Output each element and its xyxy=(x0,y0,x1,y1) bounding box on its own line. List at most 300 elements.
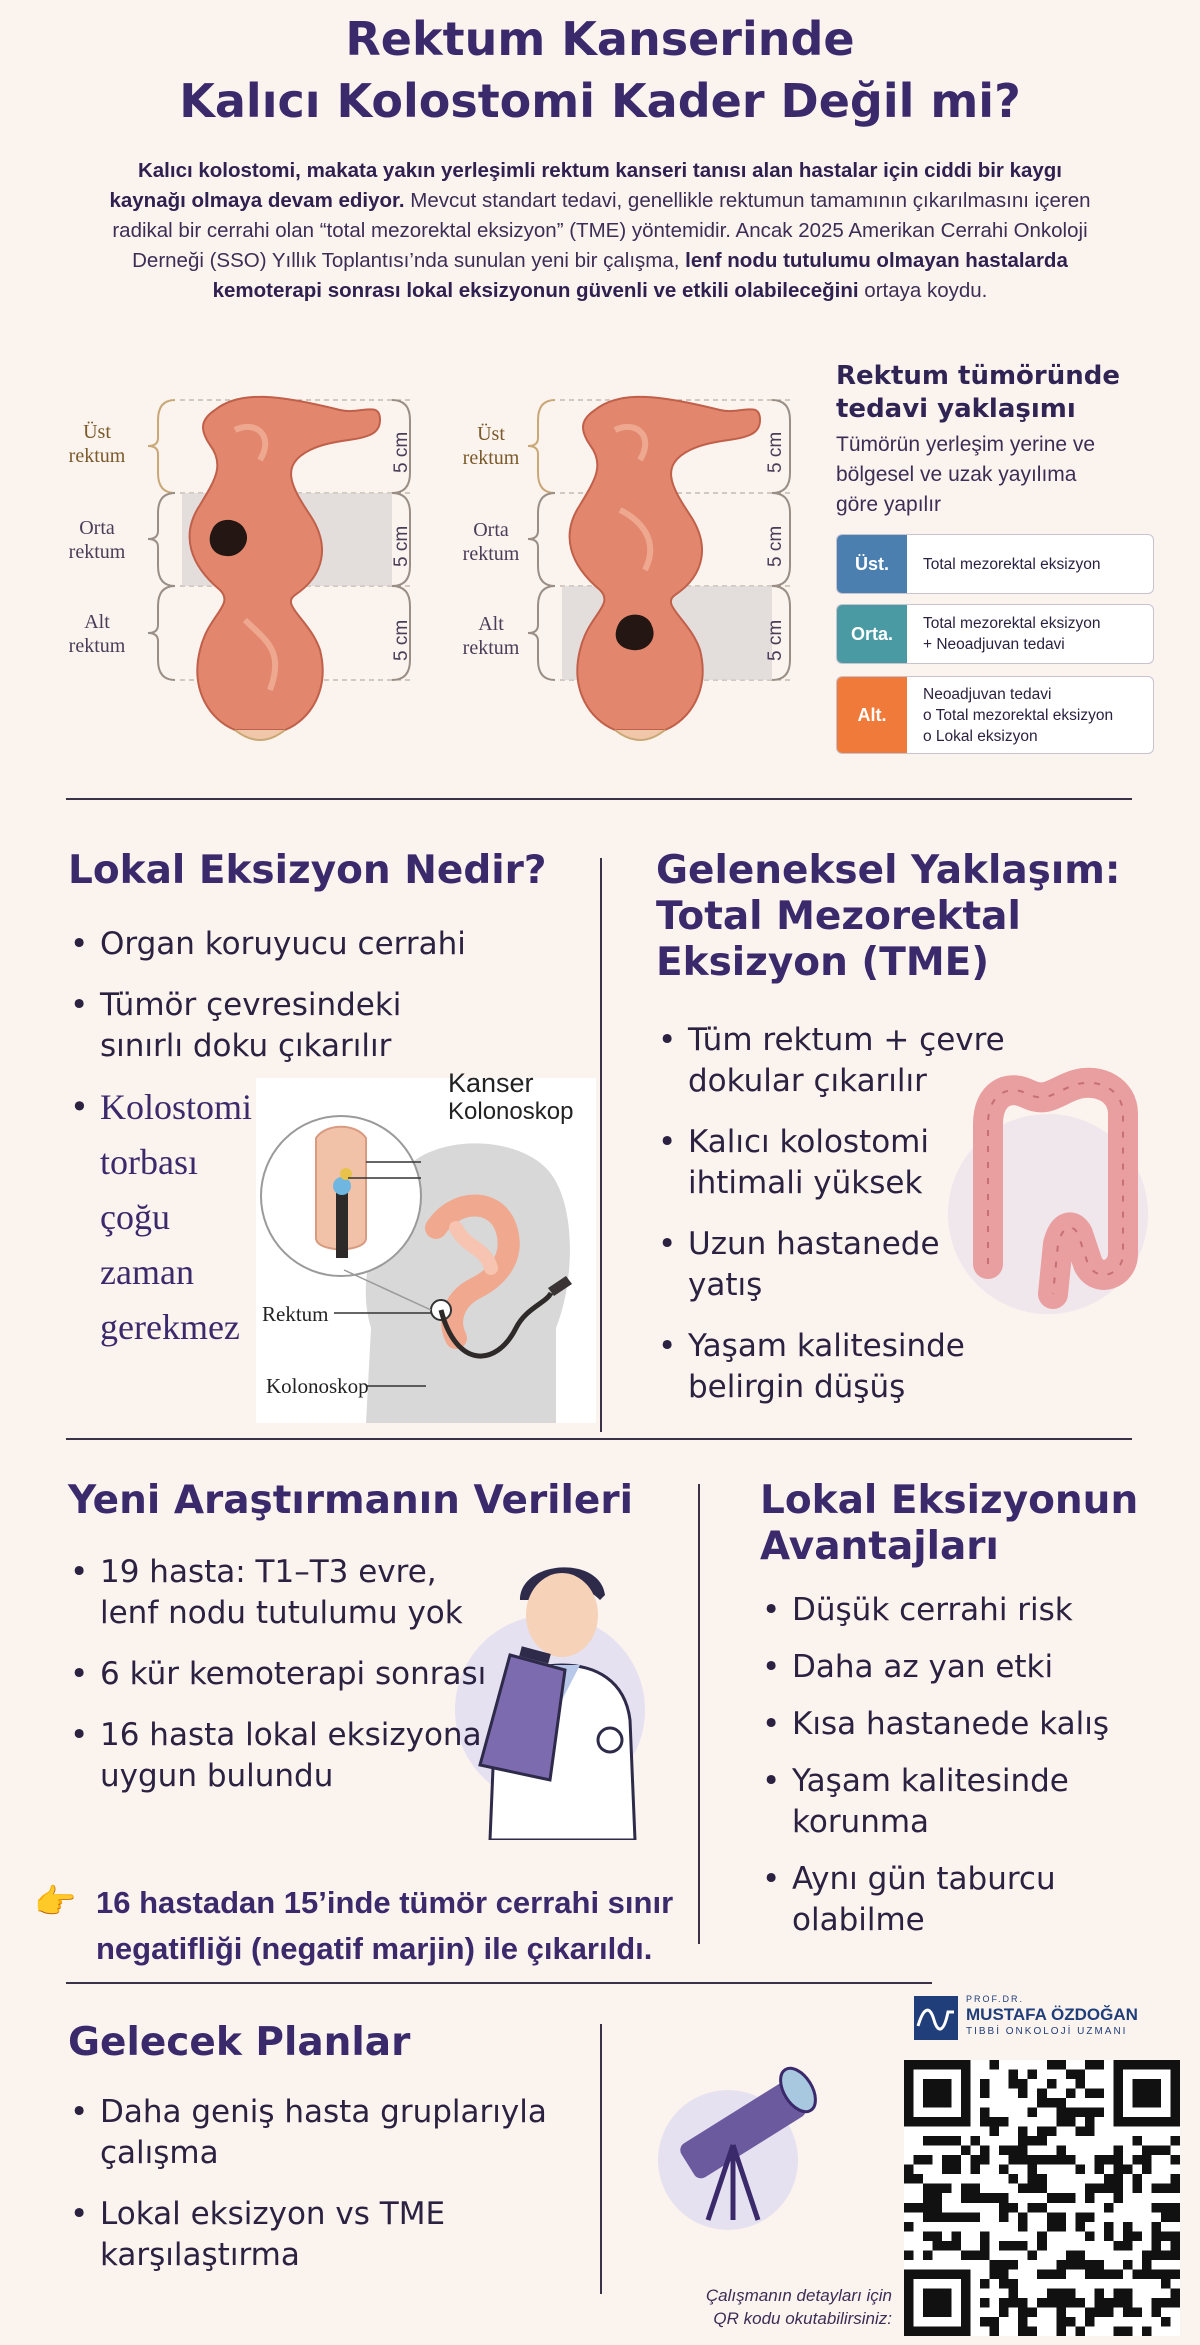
qr-module xyxy=(1123,2241,1133,2251)
list-item: • Tüm rektum + çevre dokular çıkarılır xyxy=(656,1020,1016,1102)
qr-module xyxy=(952,2241,962,2251)
qr-code[interactable] xyxy=(904,2060,1180,2336)
qr-module xyxy=(980,2089,990,2099)
qr-module xyxy=(1094,2288,1104,2298)
qr-module xyxy=(1075,2108,1085,2118)
qr-module xyxy=(980,2117,990,2127)
qr-note-line: Çalışmanın detayları için xyxy=(705,2286,892,2305)
qr-module xyxy=(1132,2155,1142,2165)
list-item: • Kısa hastanede kalış xyxy=(760,1704,1180,1745)
list-item: • Daha geniş hasta gruplarıyla çalışma xyxy=(68,2092,588,2174)
qr-module xyxy=(1161,2203,1171,2213)
qr-module xyxy=(999,2279,1009,2289)
no-colostomy-line: Kolostomi xyxy=(100,1087,253,1127)
intro-bold-2: lenf nodu tutulumu olmayan hastalarda kemoterapi sonrası lokal eksizyonun güvenli ve etkili olabileceğini xyxy=(212,249,1068,302)
qr-module xyxy=(1104,2155,1114,2165)
qr-module xyxy=(1037,2298,1047,2308)
qr-module xyxy=(1085,2307,1095,2317)
qr-module xyxy=(1094,2089,1104,2099)
length-label: 5 cm xyxy=(391,619,412,661)
qr-module xyxy=(1161,2250,1171,2260)
qr-module xyxy=(971,2250,981,2260)
qr-module xyxy=(1018,2127,1028,2137)
tme-heading xyxy=(656,848,1176,986)
qr-module xyxy=(1151,2241,1161,2251)
qr-module xyxy=(1113,2184,1123,2194)
qr-module xyxy=(1151,2231,1161,2241)
qr-module xyxy=(1075,2222,1085,2232)
qr-module xyxy=(1123,2298,1133,2308)
qr-module xyxy=(999,2117,1009,2127)
section-divider xyxy=(66,1982,932,1984)
treatment-line: Total mezorektal eksizyon xyxy=(923,555,1101,573)
qr-module xyxy=(1161,2231,1171,2241)
advantages-heading xyxy=(760,1478,1180,1570)
qr-module xyxy=(1094,2155,1104,2165)
no-colostomy-line: zaman xyxy=(100,1252,194,1292)
qr-module xyxy=(923,2193,933,2203)
qr-module xyxy=(1018,2089,1028,2099)
qr-module xyxy=(1056,2117,1066,2127)
qr-module xyxy=(1085,2212,1095,2222)
qr-module xyxy=(904,2222,914,2232)
qr-module xyxy=(1009,2288,1019,2298)
local-excision-heading: Lokal Eksizyon Nedir? xyxy=(68,848,547,893)
pointing-hand-icon: 👉 xyxy=(34,1882,77,1922)
qr-module xyxy=(1056,2298,1066,2308)
treatment-subtitle-line: bölgesel ve uzak yayılıma xyxy=(836,463,1077,486)
qr-module xyxy=(1047,2098,1057,2108)
qr-module xyxy=(1009,2203,1019,2213)
qr-module xyxy=(1009,2079,1019,2089)
qr-module xyxy=(1085,2108,1095,2118)
qr-module xyxy=(1142,2260,1152,2270)
qr-module xyxy=(1104,2298,1114,2308)
qr-module xyxy=(1113,2269,1123,2279)
label-colonoscope-bottom: Kolonoskop xyxy=(266,1374,369,1398)
qr-module xyxy=(923,2231,933,2241)
qr-module xyxy=(923,2155,933,2165)
qr-module xyxy=(1037,2241,1047,2251)
scope-tube xyxy=(336,1188,348,1258)
treatment-value xyxy=(907,677,1113,753)
qr-module xyxy=(1151,2269,1161,2279)
label-rectum: Rektum xyxy=(262,1302,329,1326)
qr-module xyxy=(942,2165,952,2175)
label-line: Orta xyxy=(79,517,115,539)
length-label: 5 cm xyxy=(765,431,786,473)
qr-module xyxy=(1170,2250,1180,2260)
qr-module xyxy=(1113,2174,1123,2184)
qr-module xyxy=(1123,2288,1133,2298)
qr-module xyxy=(1094,2060,1104,2070)
qr-module xyxy=(952,2231,962,2241)
qr-module xyxy=(1104,2269,1114,2279)
qr-module xyxy=(1142,2155,1152,2165)
treatment-key: Orta. xyxy=(837,605,907,663)
qr-module xyxy=(1132,2269,1142,2279)
qr-module xyxy=(1094,2260,1104,2270)
highlight-line: negatifliği (negatif marjin) ile çıkarıldı. xyxy=(96,1931,653,1966)
qr-module xyxy=(980,2241,990,2251)
qr-module xyxy=(1085,2317,1095,2327)
qr-module xyxy=(1009,2279,1019,2289)
qr-module xyxy=(923,2136,933,2146)
brace-upper xyxy=(148,400,175,493)
qr-module xyxy=(1066,2070,1076,2080)
qr-module xyxy=(1113,2288,1123,2298)
qr-module xyxy=(1113,2326,1123,2336)
qr-module xyxy=(1056,2060,1066,2070)
label-cancer: Kanser xyxy=(448,1068,534,1098)
qr-module xyxy=(1009,2241,1019,2251)
qr-module xyxy=(1018,2326,1028,2336)
label-line: Orta xyxy=(473,519,509,541)
tme-heading-line: Geleneksel Yaklaşım: xyxy=(656,848,1121,893)
brace-lower xyxy=(148,586,175,680)
treatment-key: Üst. xyxy=(837,535,907,593)
qr-module xyxy=(1056,2222,1066,2232)
qr-module xyxy=(1075,2298,1085,2308)
qr-module xyxy=(999,2146,1009,2156)
qr-module xyxy=(1104,2203,1114,2213)
qr-module xyxy=(914,2203,924,2213)
qr-module xyxy=(933,2231,943,2241)
qr-module xyxy=(980,2317,990,2327)
list-item: • 6 kür kemoterapi sonrası xyxy=(68,1654,488,1695)
tme-heading-line: Eksizyon (TME) xyxy=(656,940,990,985)
qr-module xyxy=(1104,2231,1114,2241)
qr-module xyxy=(1075,2212,1085,2222)
qr-module xyxy=(1009,2260,1019,2270)
column-divider xyxy=(698,1484,700,1944)
qr-module xyxy=(1151,2298,1161,2308)
treatment-title-line: tedavi yaklaşımı xyxy=(836,394,1076,424)
label-middle-rectum-2 xyxy=(446,518,536,566)
list-item: • Yaşam kalitesinde belirgin düşüş xyxy=(656,1326,1016,1408)
qr-module xyxy=(1066,2250,1076,2260)
qr-module xyxy=(971,2165,981,2175)
qr-module xyxy=(1151,2222,1161,2232)
qr-module xyxy=(933,2136,943,2146)
qr-module xyxy=(1066,2317,1076,2327)
qr-module xyxy=(1094,2108,1104,2118)
local-excision-list xyxy=(68,924,488,1087)
qr-module xyxy=(1028,2070,1038,2080)
qr-module xyxy=(1037,2184,1047,2194)
qr-module xyxy=(952,2136,962,2146)
list-item: • Kalıcı kolostomi ihtimali yüksek xyxy=(656,1122,1016,1204)
advantages-heading-line: Avantajları xyxy=(760,1524,999,1569)
qr-module xyxy=(1075,2165,1085,2175)
column-divider xyxy=(600,858,602,1432)
qr-module xyxy=(1028,2184,1038,2194)
qr-module xyxy=(961,2250,971,2260)
scope-tip xyxy=(333,1177,351,1195)
list-item: • Düşük cerrahi risk xyxy=(760,1590,1180,1631)
qr-module xyxy=(1028,2203,1038,2213)
qr-module xyxy=(1066,2260,1076,2270)
list-item: • Yaşam kalitesinde korunma xyxy=(760,1761,1180,1843)
qr-module xyxy=(1037,2155,1047,2165)
treatment-key: Alt. xyxy=(837,677,907,753)
section-divider xyxy=(66,798,1132,800)
label-colonoscope-top: Kolonoskop xyxy=(448,1098,574,1125)
qr-module xyxy=(1009,2146,1019,2156)
qr-module xyxy=(980,2146,990,2156)
qr-module xyxy=(1142,2326,1152,2336)
qr-module xyxy=(1123,2222,1133,2232)
list-item: • Lokal eksizyon vs TME karşılaştırma xyxy=(68,2194,588,2276)
qr-module xyxy=(990,2326,1000,2336)
qr-module xyxy=(923,2288,952,2317)
qr-module xyxy=(1075,2079,1085,2089)
qr-module xyxy=(999,2307,1009,2317)
qr-module xyxy=(999,2298,1009,2308)
qr-module xyxy=(923,2184,933,2194)
qr-module xyxy=(1161,2269,1171,2279)
qr-module xyxy=(1142,2165,1152,2175)
treatment-row-lower xyxy=(836,676,1154,754)
anal-canal xyxy=(615,730,665,740)
qr-module xyxy=(1047,2060,1057,2070)
qr-module xyxy=(923,2250,933,2260)
qr-module xyxy=(1085,2127,1095,2137)
qr-module xyxy=(1161,2298,1171,2308)
qr-module xyxy=(952,2155,962,2165)
qr-module xyxy=(1170,2269,1180,2279)
bullet-icon: • xyxy=(70,1088,89,1126)
label-upper-rectum-2 xyxy=(446,422,536,470)
list-item: • 16 hasta lokal eksizyona uygun bulundu xyxy=(68,1715,488,1797)
brand-subtitle: TIBBİ ONKOLOJİ UZMANI xyxy=(966,2026,1128,2037)
list-item: • Organ koruyucu cerrahi xyxy=(68,924,488,965)
qr-module xyxy=(1170,2231,1180,2241)
qr-module xyxy=(1018,2184,1028,2194)
treatment-line: Total mezorektal eksizyon xyxy=(923,615,1101,632)
qr-module xyxy=(1151,2250,1161,2260)
qr-module xyxy=(1085,2089,1095,2099)
qr-module xyxy=(923,2203,933,2213)
label-upper-rectum-1 xyxy=(52,420,142,468)
qr-module xyxy=(1085,2060,1095,2070)
qr-module xyxy=(1028,2250,1038,2260)
qr-module xyxy=(990,2193,1000,2203)
label-line: Üst xyxy=(83,421,111,443)
qr-module xyxy=(1142,2269,1152,2279)
qr-note-line: QR kodu okutabilirsiniz: xyxy=(713,2309,892,2328)
qr-module xyxy=(942,2155,952,2165)
qr-module xyxy=(1047,2079,1057,2089)
qr-module xyxy=(1028,2108,1038,2118)
qr-module xyxy=(990,2127,1000,2137)
research-list xyxy=(68,1552,488,1817)
qr-module xyxy=(904,2165,914,2175)
qr-module xyxy=(1037,2269,1047,2279)
qr-module xyxy=(952,2212,962,2222)
label-lower-rectum-2 xyxy=(446,612,536,660)
qr-module xyxy=(1066,2117,1076,2127)
qr-module xyxy=(1161,2212,1171,2222)
qr-module xyxy=(1170,2203,1180,2213)
qr-module xyxy=(1142,2250,1152,2260)
list-item: • 19 hasta: T1–T3 evre, lenf nodu tutulumu yok xyxy=(68,1552,488,1634)
qr-module xyxy=(971,2184,981,2194)
qr-module xyxy=(1170,2298,1180,2308)
brace-middle xyxy=(148,493,175,586)
qr-module xyxy=(904,2203,914,2213)
qr-module xyxy=(1066,2089,1076,2099)
qr-module xyxy=(1123,2307,1133,2317)
length-label: 5 cm xyxy=(391,431,412,473)
qr-module xyxy=(933,2203,943,2213)
qr-module xyxy=(1056,2260,1066,2270)
qr-module xyxy=(980,2231,990,2241)
qr-module xyxy=(933,2193,943,2203)
label-middle-rectum-1 xyxy=(52,516,142,564)
qr-module xyxy=(1037,2203,1047,2213)
qr-module xyxy=(1094,2269,1104,2279)
qr-module xyxy=(1151,2203,1161,2213)
qr-module xyxy=(1018,2155,1028,2165)
qr-module xyxy=(990,2117,1000,2127)
treatment-subtitle xyxy=(836,430,1176,520)
qr-module xyxy=(1037,2174,1047,2184)
qr-module xyxy=(980,2298,990,2308)
qr-module xyxy=(971,2136,981,2146)
treatment-title xyxy=(836,360,1176,426)
qr-module xyxy=(971,2193,981,2203)
label-line: rektum xyxy=(462,637,520,659)
telescope-icon xyxy=(648,2050,848,2230)
qr-module xyxy=(1170,2184,1180,2194)
qr-module xyxy=(961,2193,971,2203)
qr-module xyxy=(1085,2193,1095,2203)
label-line: rektum xyxy=(68,541,126,563)
qr-module xyxy=(1047,2288,1057,2298)
qr-module xyxy=(1018,2146,1028,2156)
qr-module xyxy=(1132,2184,1142,2194)
qr-module xyxy=(980,2108,990,2118)
qr-module xyxy=(1151,2184,1161,2194)
no-colostomy-line: çoğu xyxy=(100,1197,170,1237)
treatment-line: + Neoadjuvan tedavi xyxy=(923,636,1065,653)
qr-module xyxy=(1066,2108,1076,2118)
treatment-subtitle-line: göre yapılır xyxy=(836,493,942,516)
treatment-line: o Total mezorektal eksizyon xyxy=(923,706,1114,724)
qr-module xyxy=(1018,2241,1028,2251)
qr-module xyxy=(1113,2155,1123,2165)
qr-module xyxy=(1170,2136,1180,2146)
qr-module xyxy=(1094,2307,1104,2317)
qr-module xyxy=(1094,2165,1104,2175)
qr-module xyxy=(1170,2155,1180,2165)
qr-module xyxy=(1028,2174,1038,2184)
qr-module xyxy=(999,2193,1009,2203)
qr-note xyxy=(600,2284,892,2330)
list-item: • Aynı gün taburcu olabilme xyxy=(760,1859,1180,1941)
qr-module xyxy=(904,2250,914,2260)
qr-module xyxy=(1151,2146,1161,2156)
qr-module xyxy=(1037,2089,1047,2099)
qr-module xyxy=(1113,2165,1123,2175)
treatment-row-upper xyxy=(836,534,1154,594)
qr-module xyxy=(1056,2193,1066,2203)
qr-module xyxy=(971,2155,981,2165)
column-divider xyxy=(600,2024,602,2294)
label-line: Alt xyxy=(478,613,504,635)
qr-module xyxy=(1047,2212,1057,2222)
label-line: rektum xyxy=(462,447,520,469)
qr-module xyxy=(980,2079,990,2089)
qr-module xyxy=(914,2174,924,2184)
qr-module xyxy=(1028,2165,1038,2175)
brand-name: MUSTAFA ÖZDOĞAN xyxy=(966,2005,1138,2024)
qr-module xyxy=(1123,2326,1133,2336)
qr-module xyxy=(999,2212,1009,2222)
qr-module xyxy=(980,2193,990,2203)
research-heading: Yeni Araştırmanın Verileri xyxy=(68,1478,633,1523)
qr-module xyxy=(923,2212,933,2222)
qr-module xyxy=(1056,2146,1066,2156)
no-colostomy-line: gerekmez xyxy=(100,1307,240,1347)
page-title xyxy=(0,8,1200,132)
qr-module xyxy=(1170,2241,1180,2251)
qr-module xyxy=(952,2165,962,2175)
qr-module xyxy=(1066,2298,1076,2308)
qr-module xyxy=(1075,2070,1085,2080)
qr-module xyxy=(1047,2127,1057,2137)
qr-module xyxy=(1085,2269,1095,2279)
qr-module xyxy=(1104,2184,1114,2194)
qr-module xyxy=(1047,2269,1057,2279)
label-lower-rectum-1 xyxy=(52,610,142,658)
label-line: rektum xyxy=(68,635,126,657)
intro-end: ortaya koydu. xyxy=(858,279,988,302)
colonoscopy-illustration xyxy=(256,1078,596,1423)
brand-logo xyxy=(914,1994,1176,2054)
qr-module xyxy=(1047,2193,1057,2203)
treatment-title-line: Rektum tümöründe xyxy=(836,361,1121,391)
qr-module xyxy=(1132,2079,1161,2108)
qr-module xyxy=(1104,2307,1114,2317)
qr-module xyxy=(999,2203,1009,2213)
label-line: Üst xyxy=(477,423,505,445)
tme-list xyxy=(656,1020,1016,1428)
qr-module xyxy=(1151,2307,1161,2317)
qr-module xyxy=(1066,2288,1076,2298)
qr-module xyxy=(1047,2222,1057,2232)
section-divider xyxy=(66,1438,1132,1440)
qr-module xyxy=(1085,2231,1095,2241)
qr-module xyxy=(1161,2279,1171,2289)
qr-module xyxy=(1066,2193,1076,2203)
research-highlight xyxy=(96,1880,716,1972)
qr-module xyxy=(961,2184,971,2194)
label-line: rektum xyxy=(462,543,520,565)
qr-module xyxy=(1123,2165,1133,2175)
future-list xyxy=(68,2092,588,2296)
list-item: • Tümör çevresindeki sınırlı doku çıkarılır xyxy=(68,985,488,1067)
qr-module xyxy=(1132,2231,1142,2241)
qr-module xyxy=(1018,2307,1028,2317)
qr-module xyxy=(961,2146,971,2156)
qr-module xyxy=(942,2136,952,2146)
qr-module xyxy=(1018,2317,1028,2327)
qr-module xyxy=(1018,2079,1028,2089)
qr-module xyxy=(1037,2098,1047,2108)
qr-module xyxy=(914,2155,924,2165)
